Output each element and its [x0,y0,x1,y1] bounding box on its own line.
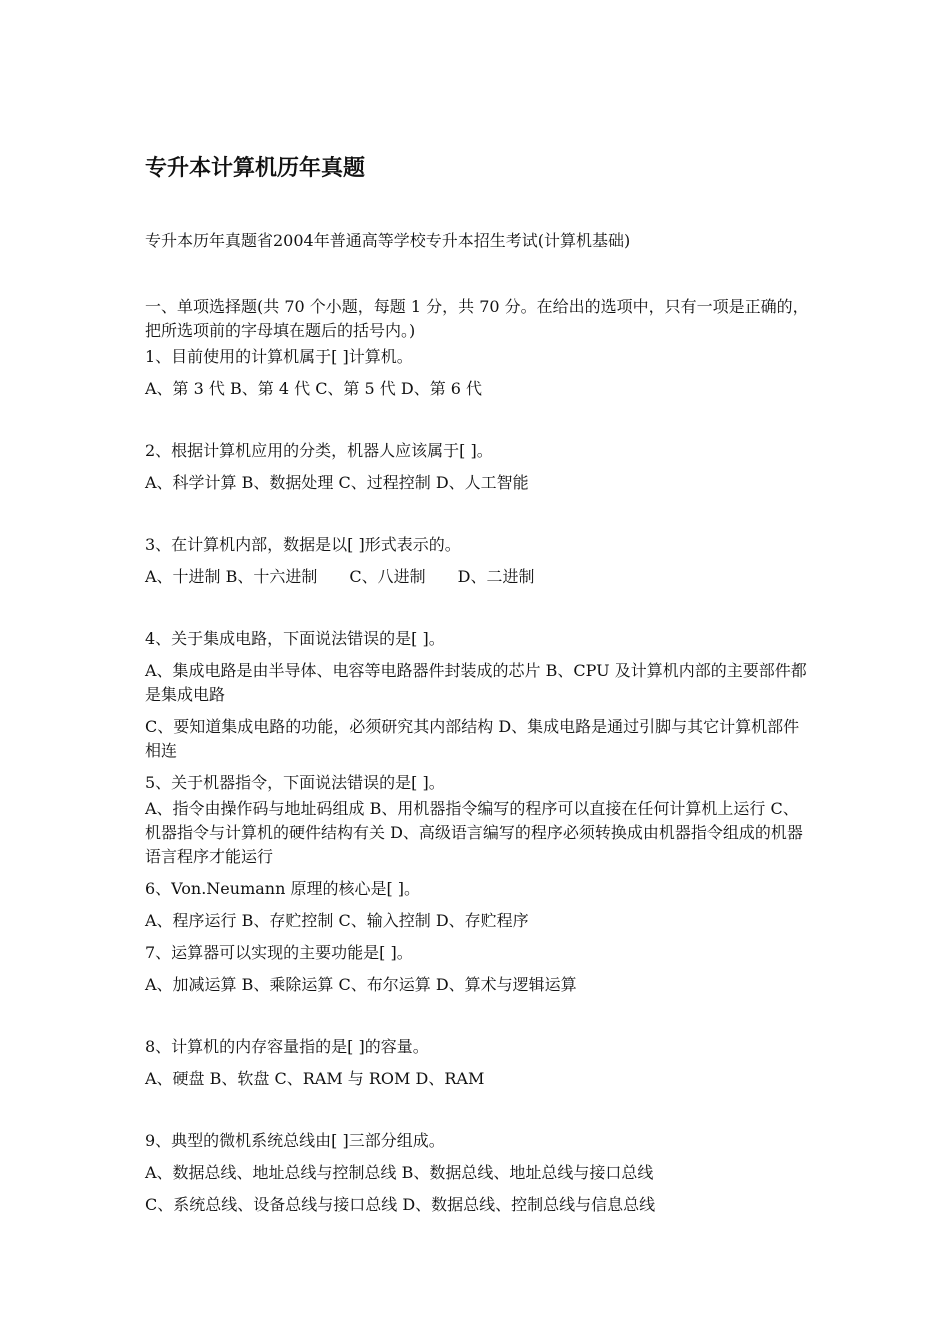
question-6: 6、Von.Neumann 原理的核心是[ ]。 [145,879,421,898]
question-5: 5、关于机器指令，下面说法错误的是[ ]。 [145,773,445,792]
question-1-options: A、第 3 代 B、第 4 代 C、第 5 代 D、第 6 代 [145,379,483,398]
document-subtitle: 专升本历年真题省2004年普通高等学校专升本招生考试(计算机基础) [145,231,631,250]
question-3: 3、在计算机内部，数据是以[ ]形式表示的。 [145,535,461,554]
question-4: 4、关于集成电路，下面说法错误的是[ ]。 [145,629,445,648]
question-3-options-ab: A、十进制 B、十六进制 [145,567,318,586]
question-4-options-1: A、集成电路是由半导体、电容等电路器件封装成的芯片 B、CPU 及计算机内部的主要部件都是集成电路 [145,661,807,704]
question-9-options-1: A、数据总线、地址总线与控制总线 B、数据总线、地址总线与接口总线 [145,1163,654,1182]
question-2-options: A、科学计算 B、数据处理 C、过程控制 D、人工智能 [145,473,529,492]
question-4-options-2: C、要知道集成电路的功能，必须研究其内部结构 D、集成电路是通过引脚与其它计算机部件相连 [145,717,800,760]
question-8: 8、计算机的内存容量指的是[ ]的容量。 [145,1037,429,1056]
question-5-options: A、指令由操作码与地址码组成 B、用机器指令编写的程序可以直接在任何计算机上运行 C、机器指令与计算机的硬件结构有关 D、高级语言编写的程序必须转换成由机器指令组成的机器语言程序才能运行 [145,799,803,866]
question-7-options: A、加减运算 B、乘除运算 C、布尔运算 D、算术与逻辑运算 [145,975,577,994]
question-3-option-c: C、八进制 [349,567,426,586]
question-7: 7、运算器可以实现的主要功能是[ ]。 [145,943,413,962]
document-title: 专升本计算机历年真题 [145,156,366,181]
question-6-options: A、程序运行 B、存贮控制 C、输入控制 D、存贮程序 [145,911,529,930]
question-3-option-d: D、二进制 [457,567,535,586]
question-list [145,295,810,1225]
question-9-options-2: C、系统总线、设备总线与接口总线 D、数据总线、控制总线与信息总线 [145,1195,656,1214]
question-1: 1、目前使用的计算机属于[ ]计算机。 [145,347,413,366]
question-3-options [145,565,810,589]
question-2: 2、根据计算机应用的分类，机器人应该属于[ ]。 [145,441,493,460]
question-9: 9、典型的微机系统总线由[ ]三部分组成。 [145,1131,445,1150]
section-header: 一、单项选择题(共 70 个小题，每题 1 分，共 70 分。在给出的选项中，只有一项是正确的，把所选项前的字母填在题后的括号内。) [145,297,809,340]
question-8-options: A、硬盘 B、软盘 C、RAM 与 ROM D、RAM [145,1069,485,1088]
